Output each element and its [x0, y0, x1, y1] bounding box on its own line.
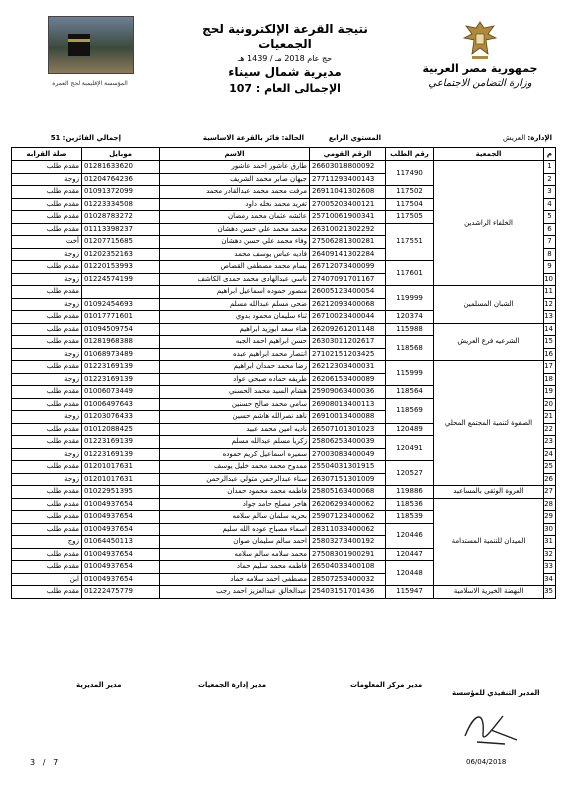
relation: مقدم طلب — [12, 561, 82, 574]
request-number: 115988 — [386, 323, 434, 336]
person-name: سامي محمد صالح حسنين — [160, 398, 310, 411]
row-index: 4 — [544, 198, 556, 211]
mobile-number: 01004937654 — [82, 511, 160, 524]
table-header-row — [12, 148, 556, 161]
col-header-request-no: رقم الطلب — [386, 148, 434, 161]
association-name: الميدان للتنمية المستدامة — [434, 498, 544, 586]
row-index: 14 — [544, 323, 556, 336]
association-name: العروة الوثقى بالمساعيد — [434, 486, 544, 499]
row-index: 19 — [544, 386, 556, 399]
person-name: تغريد محمد نخله داود — [160, 198, 310, 211]
page-current: 3 — [30, 758, 36, 767]
relation: مقدم طلب — [12, 461, 82, 474]
request-number: 119886 — [386, 486, 434, 499]
col-header-index: م — [544, 148, 556, 161]
relation: مقدم طلب — [12, 361, 82, 374]
directorate-name: مديرية شمال سيناء — [228, 65, 342, 79]
person-name: احمد سالم سليمان صوان — [160, 536, 310, 549]
person-name: زكريا مسلم عبدالله مسلم — [160, 436, 310, 449]
table-row — [12, 586, 556, 599]
relation: زوج — [12, 536, 82, 549]
person-name: محمد محمد علي حسن دهشان — [160, 223, 310, 236]
request-number: 120527 — [386, 461, 434, 486]
national-id: 26307151301009 — [310, 473, 386, 486]
national-id: 27506281300281 — [310, 236, 386, 249]
request-number: 117504 — [386, 198, 434, 211]
mobile-number: 01094509754 — [82, 323, 160, 336]
mobile-number: 01004937654 — [82, 573, 160, 586]
relation: مقدم طلب — [12, 286, 82, 299]
table-row — [12, 323, 556, 336]
relation: ابن — [12, 573, 82, 586]
request-number: 117551 — [386, 223, 434, 261]
national-id: 25806253400039 — [310, 436, 386, 449]
mobile-number: 01022951395 — [82, 486, 160, 499]
person-name: هاجر مصلح حامد جواد — [160, 498, 310, 511]
relation: مقدم طلب — [12, 211, 82, 224]
person-name: ظريفه حماده صبحي عواد — [160, 373, 310, 386]
relation: مقدم طلب — [12, 498, 82, 511]
association-name: الشرعيه فرع العريش — [434, 323, 544, 361]
request-number: 118539 — [386, 511, 434, 524]
winners-value: 51 — [50, 134, 61, 142]
relation: زوجة — [12, 273, 82, 286]
mobile-number: 01223169139 — [82, 448, 160, 461]
row-index: 29 — [544, 511, 556, 524]
national-id: 26603018800092 — [310, 161, 386, 174]
row-index: 30 — [544, 523, 556, 536]
association-name: الخلفاء الراشدين — [434, 161, 544, 286]
mobile-number: 01201017631 — [82, 461, 160, 474]
person-name: ضحى مسلم عبدالله مسلم — [160, 298, 310, 311]
relation: مقدم طلب — [12, 423, 82, 436]
relation: زوجة — [12, 248, 82, 261]
mobile-number: 01012088425 — [82, 423, 160, 436]
mobile-number: 01203076433 — [82, 411, 160, 424]
col-header-association: الجمعية — [434, 148, 544, 161]
request-number: 115947 — [386, 586, 434, 599]
relation: مقدم طلب — [12, 161, 82, 174]
mobile-number: 01281968388 — [82, 336, 160, 349]
person-name: هشام السيد محمد الحسني — [160, 386, 310, 399]
mobile-number: 01004937654 — [82, 498, 160, 511]
relation: زوجة — [12, 373, 82, 386]
relation: زوجة — [12, 298, 82, 311]
person-name: سميره اسماعيل كريم حموده — [160, 448, 310, 461]
relation: مقدم طلب — [12, 398, 82, 411]
winners-table — [11, 147, 556, 599]
national-id: 26206293400062 — [310, 498, 386, 511]
request-number: 120374 — [386, 311, 434, 324]
mobile-number: 01017771601 — [82, 311, 160, 324]
person-name: مرفت محمد محمد عبدالقادر محمد — [160, 186, 310, 199]
request-number: 117601 — [386, 261, 434, 286]
person-name: سناء عبدالرحمن متولي عبدالرحمن — [160, 473, 310, 486]
person-name: اسماء مصباح عوده الله سليم — [160, 523, 310, 536]
table-row — [12, 486, 556, 499]
mobile-number: 01201017631 — [82, 473, 160, 486]
national-id: 26712073400099 — [310, 261, 386, 274]
mobile-number — [82, 286, 160, 299]
national-id: 27005203400121 — [310, 198, 386, 211]
kaaba-icon — [68, 34, 90, 56]
request-number: 117502 — [386, 186, 434, 199]
mobile-number: 01204764236 — [82, 173, 160, 186]
relation: مقدم طلب — [12, 323, 82, 336]
grand-total-value: 107 — [229, 82, 253, 95]
person-name: ناسي عبدالهادى محمد حمدى الكاشف — [160, 273, 310, 286]
mobile-number: 01113398237 — [82, 223, 160, 236]
request-number: 118569 — [386, 398, 434, 423]
request-number: 117490 — [386, 161, 434, 186]
national-id: 26911041302608 — [310, 186, 386, 199]
row-index: 16 — [544, 348, 556, 361]
person-name: محمد سلامه سالم سلامه — [160, 548, 310, 561]
national-id: 25504031301915 — [310, 461, 386, 474]
request-number: 117505 — [386, 211, 434, 224]
row-index: 26 — [544, 473, 556, 486]
relation: مقدم طلب — [12, 186, 82, 199]
association-name: الصفوة لتنمية المجتمع المحلي — [434, 361, 544, 486]
row-index: 11 — [544, 286, 556, 299]
country-name: جمهورية مصر العربية — [422, 62, 538, 75]
relation: مقدم طلب — [12, 261, 82, 274]
row-index: 6 — [544, 223, 556, 236]
row-index: 15 — [544, 336, 556, 349]
status-label: الحالة: — [281, 134, 304, 142]
relation: مقدم طلب — [12, 198, 82, 211]
relation: مقدم طلب — [12, 311, 82, 324]
row-index: 22 — [544, 423, 556, 436]
page-total: 7 — [53, 758, 59, 767]
national-id: 25907123400062 — [310, 511, 386, 524]
kaaba-band — [68, 39, 90, 42]
col-header-national-id: الرقم القومي — [310, 148, 386, 161]
row-index: 9 — [544, 261, 556, 274]
national-id: 27508301900291 — [310, 548, 386, 561]
person-name: فاطمه محمد سليم حماد — [160, 561, 310, 574]
association-name: النهضة الخيرية الاسلامية — [434, 586, 544, 599]
national-id: 26212303400031 — [310, 361, 386, 374]
row-index: 27 — [544, 486, 556, 499]
relation: أخت — [12, 236, 82, 249]
person-name: انتصار محمد ابراهيم عبده — [160, 348, 310, 361]
row-index: 20 — [544, 398, 556, 411]
mobile-number: 01092454693 — [82, 298, 160, 311]
eagle-icon — [460, 18, 500, 62]
person-name: حسن ابراهيم احمد الجبه — [160, 336, 310, 349]
relation: زوجة — [12, 348, 82, 361]
mobile-number: 01207715685 — [82, 236, 160, 249]
level-label: المستوي الرابع — [328, 134, 381, 142]
row-index: 2 — [544, 173, 556, 186]
request-number: 120447 — [386, 548, 434, 561]
national-id: 27407091701167 — [310, 273, 386, 286]
national-id: 26710023400044 — [310, 311, 386, 324]
row-index: 5 — [544, 211, 556, 224]
person-name: فاطمه محمد محمود حمدان — [160, 486, 310, 499]
relation: مقدم طلب — [12, 523, 82, 536]
relation: مقدم طلب — [12, 586, 82, 599]
mobile-number: 01223334508 — [82, 198, 160, 211]
relation: زوجة — [12, 473, 82, 486]
mobile-number: 01220153993 — [82, 261, 160, 274]
relation: مقدم طلب — [12, 436, 82, 449]
relation: مقدم طلب — [12, 486, 82, 499]
sig-executive: المدير التنفيذي للمؤسسة — [452, 689, 540, 697]
row-index: 7 — [544, 236, 556, 249]
page-separator: / — [42, 758, 46, 767]
person-name: هناء سعد ابوزيد ابراهيم — [160, 323, 310, 336]
row-index: 1 — [544, 161, 556, 174]
national-id: 26409141302284 — [310, 248, 386, 261]
relation: زوجة — [12, 173, 82, 186]
row-index: 23 — [544, 436, 556, 449]
ministry-name: وزارة التضامن الاجتماعي — [428, 78, 532, 89]
handwritten-signature — [455, 706, 525, 751]
row-index: 33 — [544, 561, 556, 574]
national-id: 26910013400088 — [310, 411, 386, 424]
person-name: طارق عاشور احمد عاشور — [160, 161, 310, 174]
national-id: 28507253400032 — [310, 573, 386, 586]
row-index: 35 — [544, 586, 556, 599]
national-id: 26504033400108 — [310, 561, 386, 574]
ministry-logo — [420, 18, 540, 108]
national-id: 26209261201148 — [310, 323, 386, 336]
national-id: 25909063400036 — [310, 386, 386, 399]
national-id: 26005123400054 — [310, 286, 386, 299]
table-row — [12, 286, 556, 299]
admin-label: الإدارة: — [527, 134, 552, 142]
request-number: 115999 — [386, 361, 434, 386]
table-row — [12, 161, 556, 174]
row-index: 31 — [544, 536, 556, 549]
mobile-number: 01091372099 — [82, 186, 160, 199]
grand-total — [180, 80, 390, 98]
request-number: 120491 — [386, 436, 434, 461]
row-index: 13 — [544, 311, 556, 324]
report-title: نتيجة القرعة الإلكترونية لحج الجمعيات — [202, 22, 368, 51]
request-number: 118564 — [386, 386, 434, 399]
request-number: 120489 — [386, 423, 434, 436]
status-value: فائز بالقرعة الاساسية — [202, 134, 280, 142]
mobile-number: 01006073449 — [82, 386, 160, 399]
row-index: 18 — [544, 373, 556, 386]
row-index: 24 — [544, 448, 556, 461]
national-id: 26908013400113 — [310, 398, 386, 411]
person-name: ناديه امين محمد عبيد — [160, 423, 310, 436]
request-number: 118568 — [386, 336, 434, 361]
person-name: منصور حموده اسماعيل ابراهيم — [160, 286, 310, 299]
mobile-number: 01223169139 — [82, 361, 160, 374]
relation: مقدم طلب — [12, 386, 82, 399]
national-id: 25803273400192 — [310, 536, 386, 549]
national-id: 27003083400049 — [310, 448, 386, 461]
sig-director: مدير المديرية — [76, 681, 122, 689]
request-number: 120448 — [386, 561, 434, 586]
mobile-number: 01223169139 — [82, 373, 160, 386]
mobile-number: 01064450113 — [82, 536, 160, 549]
row-index: 12 — [544, 298, 556, 311]
mobile-number: 01004937654 — [82, 523, 160, 536]
mobile-number: 01006497643 — [82, 398, 160, 411]
mobile-number: 01281633620 — [82, 161, 160, 174]
winners-field — [51, 131, 121, 145]
relation: مقدم طلب — [12, 548, 82, 561]
national-id: 26507101301023 — [310, 423, 386, 436]
request-number: 119999 — [386, 286, 434, 311]
person-name: عبدالخالق عبدالعزيز احمد رجب — [160, 586, 310, 599]
grand-total-label: الإجمالى العام : — [255, 82, 341, 95]
row-index: 28 — [544, 498, 556, 511]
table-row — [12, 361, 556, 374]
national-id: 26303011202617 — [310, 336, 386, 349]
mobile-number: 01004937654 — [82, 561, 160, 574]
national-id: 28311033400062 — [310, 523, 386, 536]
winners-label: إجمالي الفائزين: — [62, 134, 121, 142]
request-number: 118536 — [386, 498, 434, 511]
hajj-year: حج عام 2018 مـ / 1439 هـ — [237, 54, 333, 63]
institution-logo — [38, 16, 142, 100]
report-date: 06/04/2018 — [466, 758, 507, 766]
admin-field — [503, 131, 552, 145]
person-name: بحريه سلمان سالم سلامه — [160, 511, 310, 524]
mobile-number: 01028783272 — [82, 211, 160, 224]
national-id: 25710061900341 — [310, 211, 386, 224]
person-name: مصطفى احمد سلامه حماد — [160, 573, 310, 586]
relation: مقدم طلب — [12, 511, 82, 524]
relation: مقدم طلب — [12, 336, 82, 349]
mobile-number: 01068973489 — [82, 348, 160, 361]
row-index: 10 — [544, 273, 556, 286]
page-number — [30, 758, 58, 767]
row-index: 17 — [544, 361, 556, 374]
sig-associations: مدير إدارة الجمعيات — [198, 681, 267, 689]
person-name: جيهان صابر محمد الشريف — [160, 173, 310, 186]
relation: زوجة — [12, 411, 82, 424]
row-index: 8 — [544, 248, 556, 261]
request-number: 120446 — [386, 523, 434, 548]
national-id: 26212093400068 — [310, 298, 386, 311]
relation: زوجة — [12, 448, 82, 461]
person-name: ناهد نصرالله هاشم حسين — [160, 411, 310, 424]
row-index: 34 — [544, 573, 556, 586]
kaaba-image — [48, 16, 134, 74]
national-id: 26310021302292 — [310, 223, 386, 236]
person-name: ممدوح محمد محمد خليل يوسف — [160, 461, 310, 474]
person-name: بسام محمد مصطفى القصاص — [160, 261, 310, 274]
mobile-number: 01004937654 — [82, 548, 160, 561]
col-header-mobile: موبايل — [82, 148, 160, 161]
level-field — [329, 131, 381, 145]
row-index: 3 — [544, 186, 556, 199]
person-name: عائشه عثمان محمد رمضان — [160, 211, 310, 224]
mobile-number: 01223169139 — [82, 436, 160, 449]
national-id: 27711293400143 — [310, 173, 386, 186]
person-name: ثناء سليمان محمود بدوي — [160, 311, 310, 324]
mobile-number: 01202352163 — [82, 248, 160, 261]
admin-value: العريش — [502, 134, 526, 142]
relation: مقدم طلب — [12, 223, 82, 236]
national-id: 27102151203425 — [310, 348, 386, 361]
col-header-name: الاسم — [160, 148, 310, 161]
table-row — [12, 498, 556, 511]
association-name: الشبان المسلمين — [434, 286, 544, 324]
national-id: 25403151701436 — [310, 586, 386, 599]
status-field — [203, 131, 304, 145]
person-name: وفاء محمد علي حسن دهشان — [160, 236, 310, 249]
logo-caption: المؤسسة الإقليمية لحج العمرة — [52, 80, 128, 87]
row-index: 32 — [544, 548, 556, 561]
national-id: 25805163400068 — [310, 486, 386, 499]
person-name: فاديه عباس يوسف محمد — [160, 248, 310, 261]
mobile-number: 01224574199 — [82, 273, 160, 286]
row-index: 25 — [544, 461, 556, 474]
sig-info-center: مدير مركز المعلومات — [350, 681, 423, 689]
row-index: 21 — [544, 411, 556, 424]
person-name: رضا محمد حمدان ابراهيم — [160, 361, 310, 374]
national-id: 26206153400089 — [310, 373, 386, 386]
mobile-number: 01222475779 — [82, 586, 160, 599]
col-header-relation: صلة القرابه — [12, 148, 82, 161]
report-header — [180, 22, 390, 98]
